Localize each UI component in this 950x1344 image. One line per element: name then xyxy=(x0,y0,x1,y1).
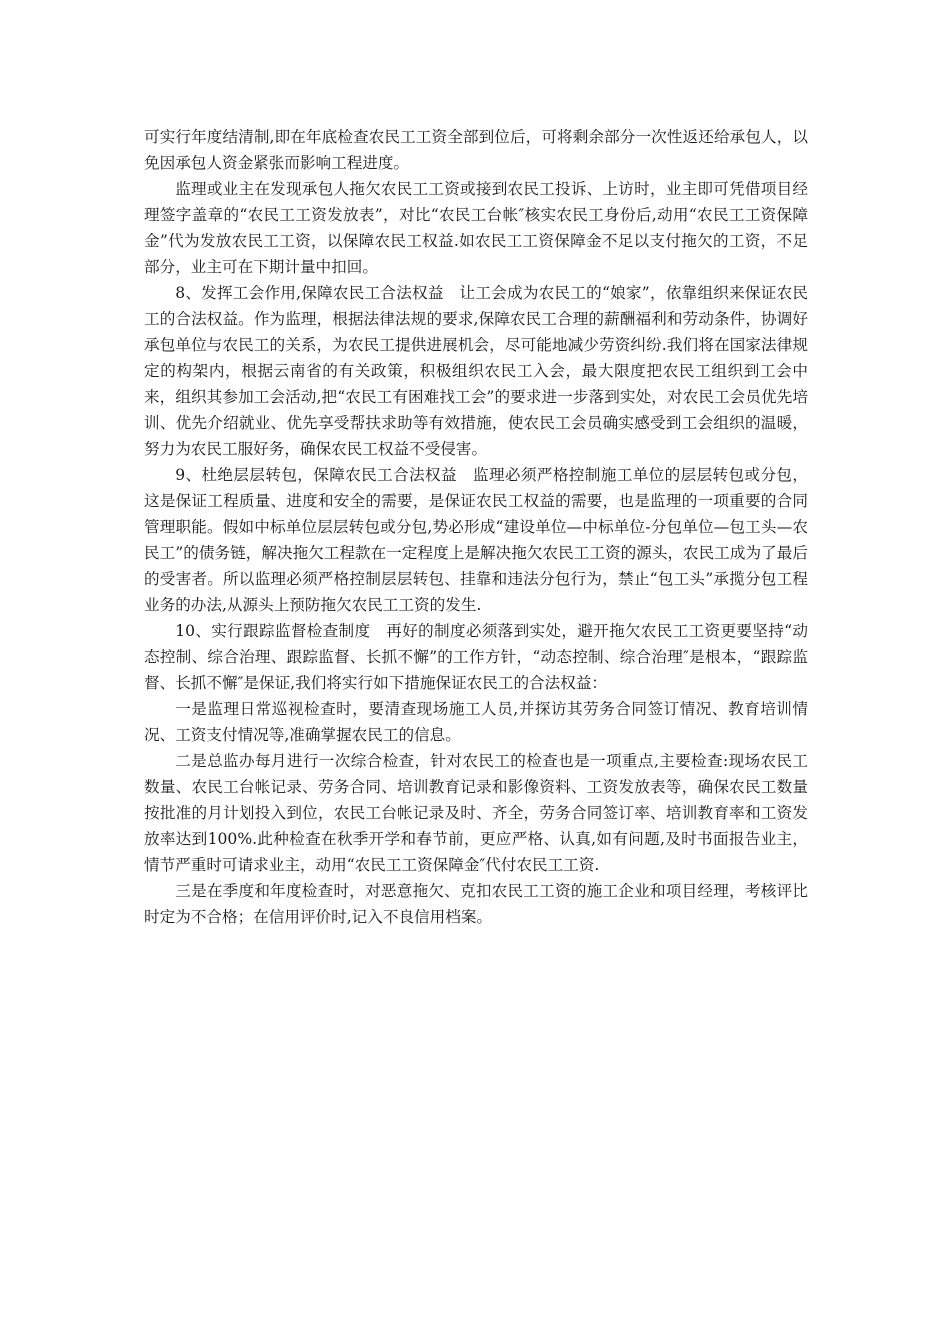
document-body xyxy=(144,124,808,930)
paragraph-7: 二是总监办每月进行一次综合检查，针对农民工的检查也是一项重点,主要检查:现场农民工数量、农民工台帐记录、劳务合同、培训教育记录和影像资料、工资发放表等，确保农民工数量按批准的月计划投入到位，农民工台帐记录及时、齐全，劳务合同签订率、培训教育率和工资发放率达到100%.此种检查在秋季开学和春节前，更应严格、认真,如有问题,及时书面报告业主，情节严重时可请求业主，动用“农民工工资保障金″代付农民工工资. xyxy=(144,752,808,874)
paragraph-2: 监理或业主在发现承包人拖欠农民工工资或接到农民工投诉、上访时，业主即可凭借项目经理签字盖章的“农民工工资发放表”，对比“农民工台帐″核实农民工身份后,动用“农民工工资保障金”代为发放农民工工资，以保障农民工权益.如农民工工资保障金不足以支付拖欠的工资，不足部分，业主可在下期计量中扣回。 xyxy=(144,180,808,276)
paragraph-5: 10、实行跟踪监督检查制度 再好的制度必须落到实处，避开拖欠农民工工资更要坚持“动态控制、综合治理、跟踪监督、长抓不懈”的工作方针，“动态控制、综合治理″是根本，“跟踪监督、长抓不懈″是保证,我们将实行如下措施保证农民工的合法权益： xyxy=(144,622,808,692)
paragraph-3: 8、发挥工会作用,保障农民工合法权益 让工会成为农民工的“娘家”，依靠组织来保证农民工的合法权益。作为监理，根据法律法规的要求,保障农民工合理的薪酬福利和劳动条件，协调好承包单位与农民工的关系，为农民工提供进展机会，尽可能地减少劳资纠纷.我们将在国家法律规定的构架内，根据云南省的有关政策，积极组织农民工入会，最大限度把农民工组织到工会中来，组织其参加工会活动,把“农民工有困难找工会”的要求进一步落到实处，对农民工会员优先培训、优先介绍就业、优先享受帮扶求助等有效措施，使农民工会员确实感受到工会组织的温暖，努力为农民工服好务，确保农民工权益不受侵害。 xyxy=(144,284,808,458)
paragraph-6: 一是监理日常巡视检查时，要清查现场施工人员,并探访其劳务合同签订情况、教育培训情况、工资支付情况等,准确掌握农民工的信息。 xyxy=(144,700,808,744)
paragraph-8: 三是在季度和年度检查时，对恶意拖欠、克扣农民工工资的施工企业和项目经理，考核评比时定为不合格；在信用评价时,记入不良信用档案。 xyxy=(144,882,808,926)
paragraph-1: 可实行年度结清制,即在年底检查农民工工资全部到位后，可将剩余部分一次性返还给承包人，以免因承包人资金紧张而影响工程进度。 xyxy=(144,128,808,172)
paragraph-4: 9、杜绝层层转包，保障农民工合法权益 监理必须严格控制施工单位的层层转包或分包，这是保证工程质量、进度和安全的需要，是保证农民工权益的需要，也是监理的一项重要的合同管理职能。假如中标单位层层转包或分包,势必形成“建设单位—中标单位-分包单位—包工头—农民工”的债务链，解决拖欠工程款在一定程度上是解决拖欠农民工工资的源头，农民工成为了最后的受害者。所以监理必须严格控制层层转包、挂靠和违法分包行为，禁止“包工头”承揽分包工程业务的办法,从源头上预防拖欠农民工工资的发生. xyxy=(144,466,808,614)
